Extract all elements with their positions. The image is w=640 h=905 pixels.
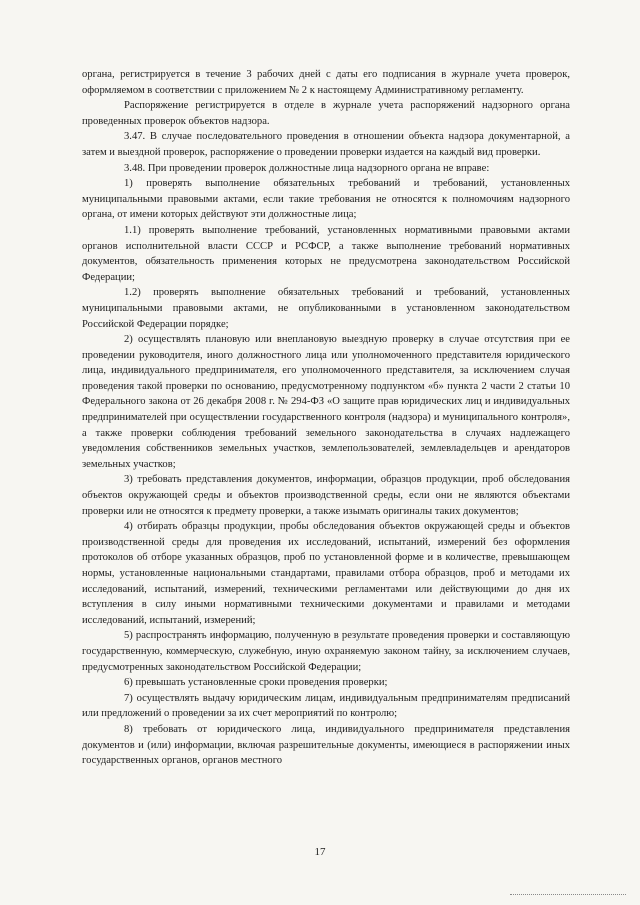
list-item-1-2: 1.2) проверять выполнение обязательных требований и требований, установленных муниципальными правовыми актами, не опубликованными в установленном законодательством Российской Федерации порядке; (82, 287, 570, 330)
list-item-8: 8) требовать от юридического лица, индивидуального предпринимателя представления документов и (или) информации, включая разрешительные документы, имеющиеся в распоряжении иных государственных органов, органов местного (82, 723, 570, 767)
paragraph-3-47: 3.47. В случае последовательного проведения в отношении объекта надзора документарной, а затем и выездной проверок, распоряжение о проведении проверки издается на каждый вид проверки. (82, 131, 570, 158)
list-item-2: 2) осуществлять плановую или внеплановую выездную проверку в случае отсутствия при ее проведении руководителя, иного должностного лица или уполномоченного представителя юридического лица, индивидуального предпринимателя, его уполномоченного представителя, за исключением случая проведения такой проверки по основанию, предусмотренному подпунктом «б» пункта 2 части 2 статьи 10 Федерального закона от 26 декабря 2008 г. № 294-ФЗ «О защите прав юридических лиц и индивидуальных предпринимателей при осуществлении государственного контроля (надзора) и муниципального контроля», а также проверки соблюдения требований земельного законодательства в случаях надлежащего уведомления собственников земельных участков, землепользователей, землевладельцев и арендаторов земельных участков; (82, 334, 570, 470)
list-item-4: 4) отбирать образцы продукции, пробы обследования объектов окружающей среды и объектов производственной среды для проведения их исследований, испытаний, измерений без оформления протоколов об отборе указанных образцов, проб по установленной форме и в количестве, превышающем нормы, установленные национальными стандартами, правилами отбора образцов, проб и методами их исследований, испытаний, измерений, техническими регламентами или действующими до дня их вступления в силу иными нормативными техническими документами и правилами и методами исследований, испытаний, измерений; (82, 521, 570, 626)
paragraph-registration: Распоряжение регистрируется в отделе в журнале учета распоряжений надзорного органа проведенных проверок объектов надзора. (82, 100, 570, 127)
list-item-3: 3) требовать представления документов, информации, образцов продукции, проб обследования объектов окружающей среды и объектов производственной среды, если они не являются объектами проверки или не относятся к предмету проверки, а также изымать оригиналы таких документов; (82, 474, 570, 517)
document-body (82, 67, 570, 769)
scan-edge-line (510, 894, 626, 895)
list-item-7: 7) осуществлять выдачу юридическим лицам, индивидуальным предпринимателям предписаний или предложений о проведении за их счет мероприятий по контролю; (82, 692, 570, 720)
paragraph-3-48: 3.48. При проведении проверок должностные лица надзорного органа не вправе: (124, 162, 490, 174)
page-number: 17 (314, 846, 326, 858)
list-item-1-1: 1.1) проверять выполнение требований, установленных нормативными правовыми актами органов исполнительной власти СССР и РСФСР, а также выполнение требований нормативных документов, обязательность применения которых не предусмотрена законодательством Российской Федерации; (82, 224, 570, 283)
list-item-1: 1) проверять выполнение обязательных требований и требований, установленных муниципальными правовыми актами, если такие требования не относятся к полномочиям надзорного органа, от имени которых действуют эти должностные лица; (82, 178, 570, 221)
list-item-6: 6) превышать установленные сроки проведения проверки; (124, 677, 388, 689)
paragraph-continuation: органа, регистрируется в течение 3 рабочих дней с даты его подписания в журнале учета проверок, оформляемом в соответствии с приложением № 2 к настоящему Административному регламенту. (82, 69, 570, 96)
list-item-5: 5) распространять информацию, полученную в результате проведения проверки и составляющую государственную, коммерческую, служебную, иную охраняемую законом тайну, за исключением случаев, предусмотренных законодательством Российской Федерации; (82, 630, 570, 673)
